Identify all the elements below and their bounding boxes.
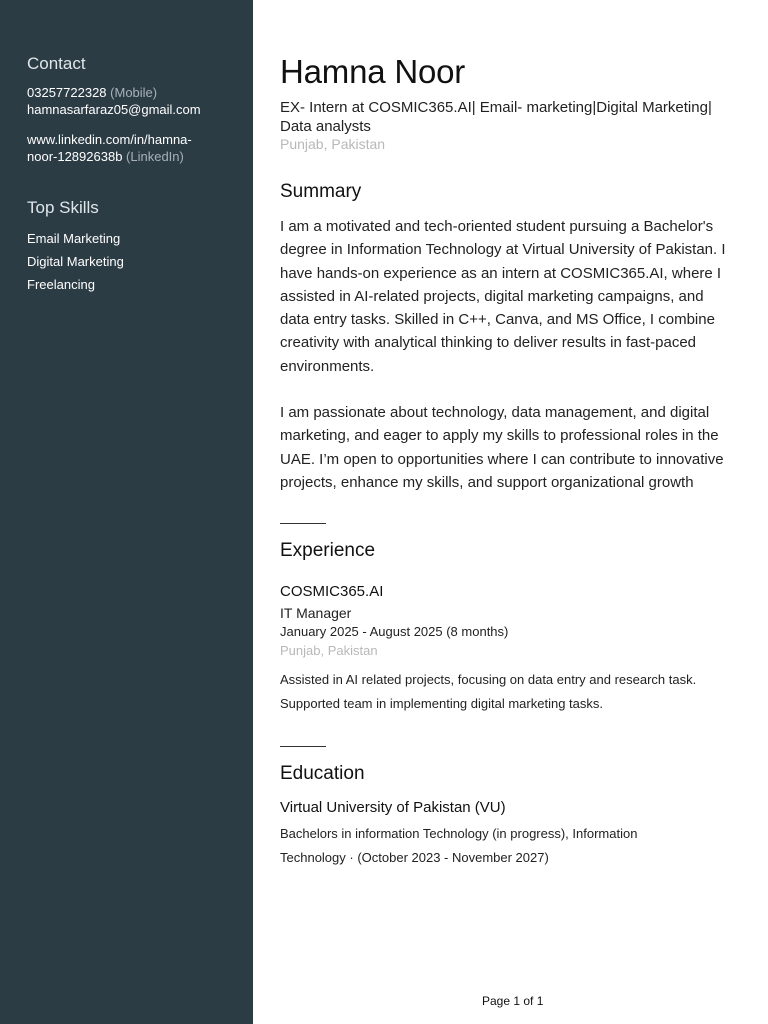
section-divider xyxy=(280,746,326,747)
experience-heading: Experience xyxy=(280,540,376,561)
experience-dates: January 2025 - August 2025 (8 months) xyxy=(280,624,509,639)
skill-item: Email Marketing xyxy=(27,231,121,246)
linkedin-url-line1: www.linkedin.com/in/hamna- xyxy=(27,132,192,147)
email-link[interactable]: hamnasarfaraz05@gmail.com xyxy=(27,102,201,117)
experience-company: COSMIC365.AI xyxy=(280,583,384,600)
experience-description xyxy=(280,668,735,716)
education-heading: Education xyxy=(280,763,365,784)
summary-paragraph: I am passionate about technology, data management, and digital marketing, and eager to apply my skills to professional roles in the UAE. I’m open to opportunities where I can contribute to innovative projects, enhance my skills, and support organizational growth xyxy=(280,404,724,491)
experience-description-line: Supported team in implementing digital marketing tasks. xyxy=(280,696,603,711)
summary-text xyxy=(280,215,735,494)
linkedin-link[interactable] xyxy=(27,131,233,165)
section-divider xyxy=(280,523,326,524)
top-skills-heading: Top Skills xyxy=(27,198,99,217)
summary-heading: Summary xyxy=(280,181,362,202)
phone-number: 03257722328 xyxy=(27,85,107,100)
contact-heading: Contact xyxy=(27,54,86,73)
profile-name: Hamna Noor xyxy=(280,53,466,90)
skill-item: Digital Marketing xyxy=(27,254,124,269)
phone-type: (Mobile) xyxy=(110,85,158,100)
linkedin-url-line2: noor-12892638b xyxy=(27,149,123,164)
experience-role: IT Manager xyxy=(280,605,352,621)
main-content xyxy=(280,0,740,1024)
education-school: Virtual University of Pakistan (VU) xyxy=(280,799,506,816)
profile-location: Punjab, Pakistan xyxy=(280,136,386,152)
summary-paragraph: I am a motivated and tech-oriented student pursuing a Bachelor's degree in Information Technology at Virtual University of Pakistan. I have hands-on experience as an intern at COSMIC365.AI, where I assisted in AI-related projects, digital marketing campaigns, and data entry tasks. Skilled in C++, Canva, and MS Office, I combine creativity with analytical thinking to deliver results in fast-paced environments. xyxy=(280,218,726,375)
linkedin-url-line2-wrap xyxy=(27,148,233,165)
profile-headline: EX- Intern at COSMIC365.AI| Email- marketing|Digital Marketing| Data analysts xyxy=(280,99,712,135)
experience-description-line: Assisted in AI related projects, focusing on data entry and research task. xyxy=(280,672,697,687)
page-number: Page 1 of 1 xyxy=(482,994,544,1008)
skill-item: Freelancing xyxy=(27,277,95,292)
phone-line xyxy=(27,84,233,101)
education-degree: Bachelors in information Technology (in progress), Information Technology · (October 2023 - November 2027) xyxy=(280,826,638,865)
skills-list xyxy=(27,227,233,296)
contact-block xyxy=(27,84,233,165)
linkedin-type: (LinkedIn) xyxy=(126,149,184,164)
experience-location: Punjab, Pakistan xyxy=(280,643,378,658)
sidebar xyxy=(0,0,253,1024)
